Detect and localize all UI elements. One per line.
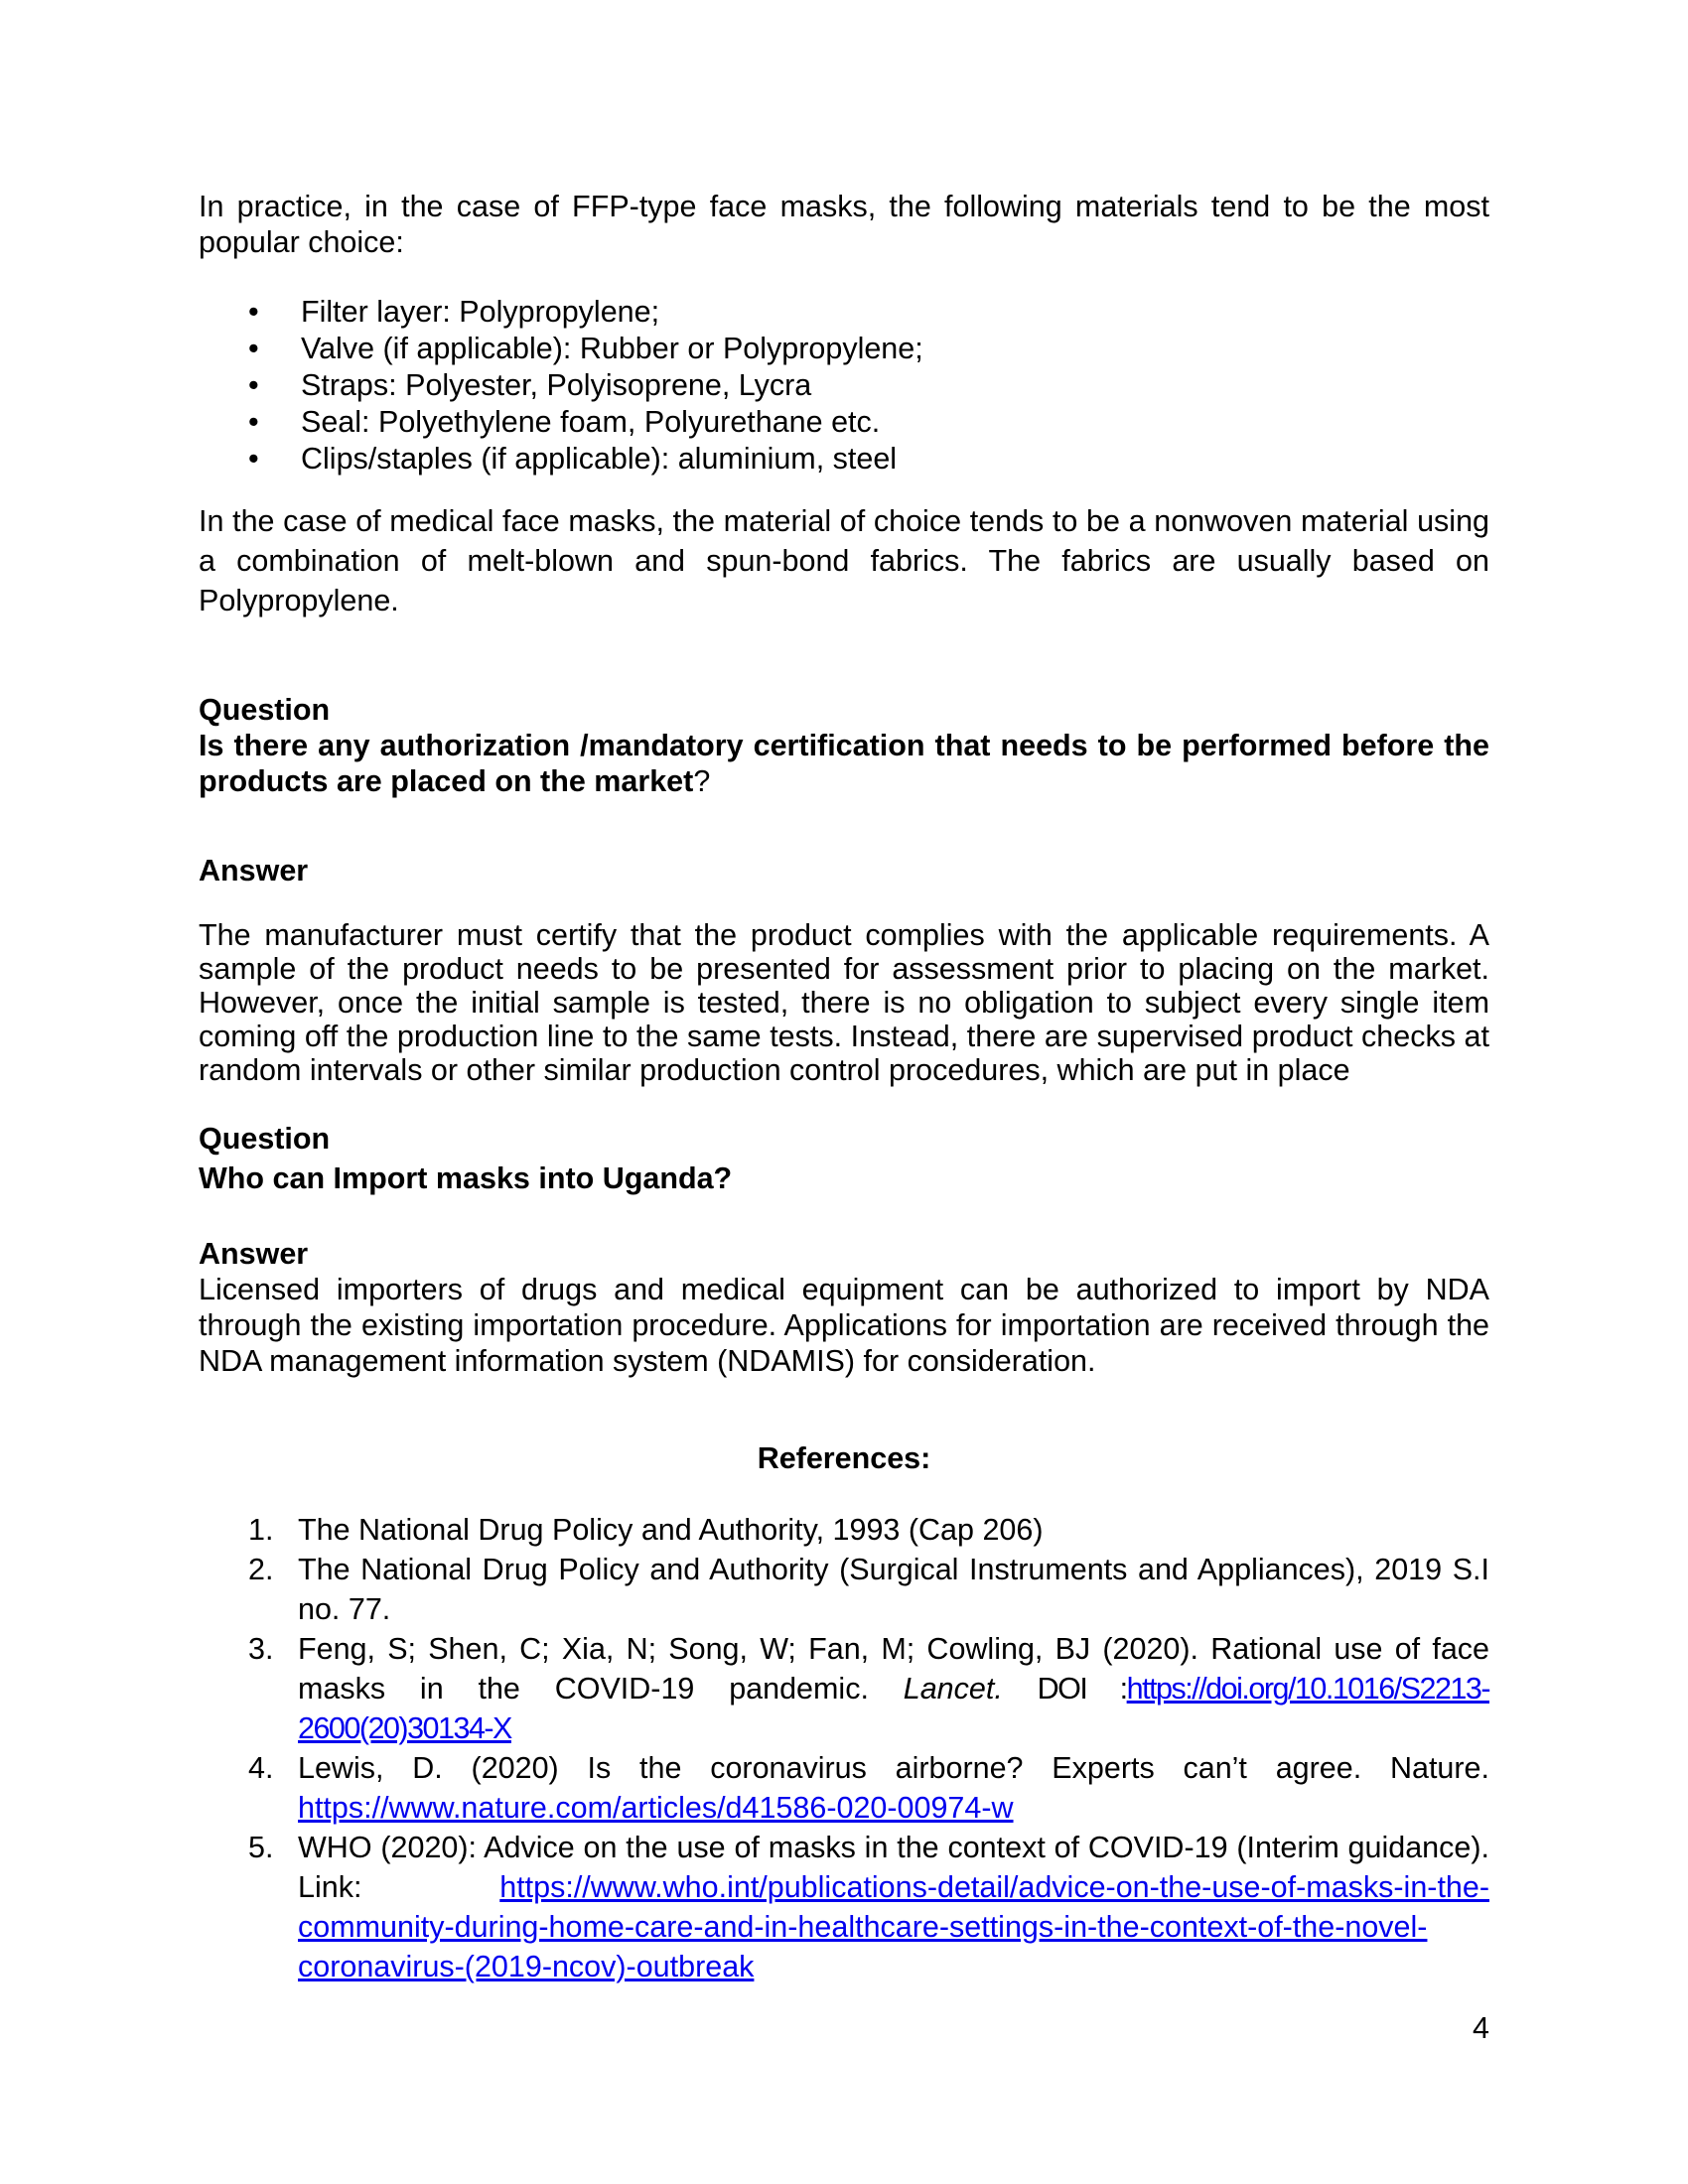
bullet-icon — [248, 367, 259, 404]
medical-masks-paragraph: In the case of medical face masks, the material of choice tends to be a nonwoven material using a combination of melt-blown and spun-bond fabrics. The fabrics are usually based on Polypropylene. — [199, 504, 1489, 617]
list-item — [199, 294, 1489, 331]
answer-heading: Answer — [199, 854, 309, 887]
references-title: References: — [757, 1441, 931, 1475]
bullet-item-text: Straps: Polyester, Polyisoprene, Lycra — [301, 368, 812, 402]
answer-text: The manufacturer must certify that the product complies with the applicable requirements. A sample of the product needs to be presented for assessment prior to placing on the market. However, once the initial sample is tested, there is no obligation to subject every single item coming off the production line to the same tests. Instead, there are supervised product checks at random intervals or other similar production control procedures, which are put in place — [199, 918, 1489, 1087]
list-item — [199, 404, 1489, 441]
bullet-item-text: Clips/staples (if applicable): aluminium, steel — [301, 442, 898, 476]
bullet-icon — [248, 331, 259, 367]
list-item — [199, 331, 1489, 367]
journal-name: Lancet. — [903, 1672, 1038, 1706]
references-list — [199, 1510, 1489, 1986]
bullet-item-text: Valve (if applicable): Rubber or Polypropylene; — [301, 332, 923, 365]
doi-label: DOI : — [1037, 1672, 1127, 1706]
doi-link[interactable]: https://doi.org/10.1016/S2213-2600(20)30134-X — [298, 1672, 1489, 1745]
question-mark: ? — [693, 764, 711, 798]
bullet-item-text: Filter layer: Polypropylene; — [301, 295, 660, 329]
reference-item — [199, 1748, 1489, 1828]
reference-text: The National Drug Policy and Authority, 1993 (Cap 206) — [298, 1513, 1044, 1547]
reference-text: The National Drug Policy and Authority (Surgical Instruments and Appliances), 2019 S.I no. 77. — [298, 1553, 1489, 1626]
list-item — [199, 367, 1489, 404]
materials-bullet-list — [199, 294, 1489, 478]
reference-item — [199, 1510, 1489, 1550]
reference-item — [199, 1629, 1489, 1748]
who-guidance-link[interactable]: https://www.who.int/publications-detail/advice-on-the-use-of-masks-in-the-community-during-home-care-and-in-healthcare-settings-in-the-context-of-the-novel-coronavirus-(2019-ncov)-outbreak — [298, 1870, 1489, 1983]
question-heading: Question — [199, 1122, 331, 1156]
reference-number: 5. — [248, 1831, 274, 1864]
intro-paragraph: In practice, in the case of FFP-type face masks, the following materials tend to be the most popular choice: — [199, 190, 1489, 259]
question-text-bold: Is there any authorization /mandatory certification that needs to be performed before the products are placed on the market — [199, 729, 1489, 798]
question-text: Who can Import masks into Uganda? — [199, 1161, 733, 1195]
question-text — [199, 728, 1489, 799]
reference-number: 1. — [248, 1513, 274, 1547]
nature-article-link[interactable]: https://www.nature.com/articles/d41586-020-00974-w — [298, 1791, 1014, 1825]
page-number: 4 — [1473, 2011, 1489, 2045]
bullet-icon — [248, 404, 259, 441]
answer-heading: Answer — [199, 1237, 309, 1271]
link-label: Link: — [298, 1870, 500, 1904]
bullet-item-text: Seal: Polyethylene foam, Polyurethane etc. — [301, 405, 881, 439]
reference-text: Lewis, D. (2020) Is the coronavirus airborne? Experts can’t agree. Nature. — [298, 1751, 1489, 1785]
reference-item — [199, 1828, 1489, 1986]
answer-text: Licensed importers of drugs and medical equipment can be authorized to import by NDA through the existing importation procedure. Applications for importation are received through the NDA management information system (NDAMIS) for consideration. — [199, 1273, 1489, 1378]
question-heading: Question — [199, 693, 331, 727]
reference-text: WHO (2020): Advice on the use of masks in the context of COVID-19 (Interim guidance). — [298, 1831, 1489, 1864]
reference-number: 2. — [248, 1553, 274, 1586]
reference-number: 3. — [248, 1632, 274, 1666]
list-item — [199, 441, 1489, 478]
bullet-icon — [248, 294, 259, 331]
reference-text: Feng, S; Shen, C; Xia, N; Song, W; Fan, M; Cowling, BJ (2020). Rational use of face masks in the COVID-19 pandemic. — [298, 1632, 1489, 1706]
reference-number: 4. — [248, 1751, 274, 1785]
bullet-icon — [248, 441, 259, 478]
reference-item — [199, 1550, 1489, 1629]
